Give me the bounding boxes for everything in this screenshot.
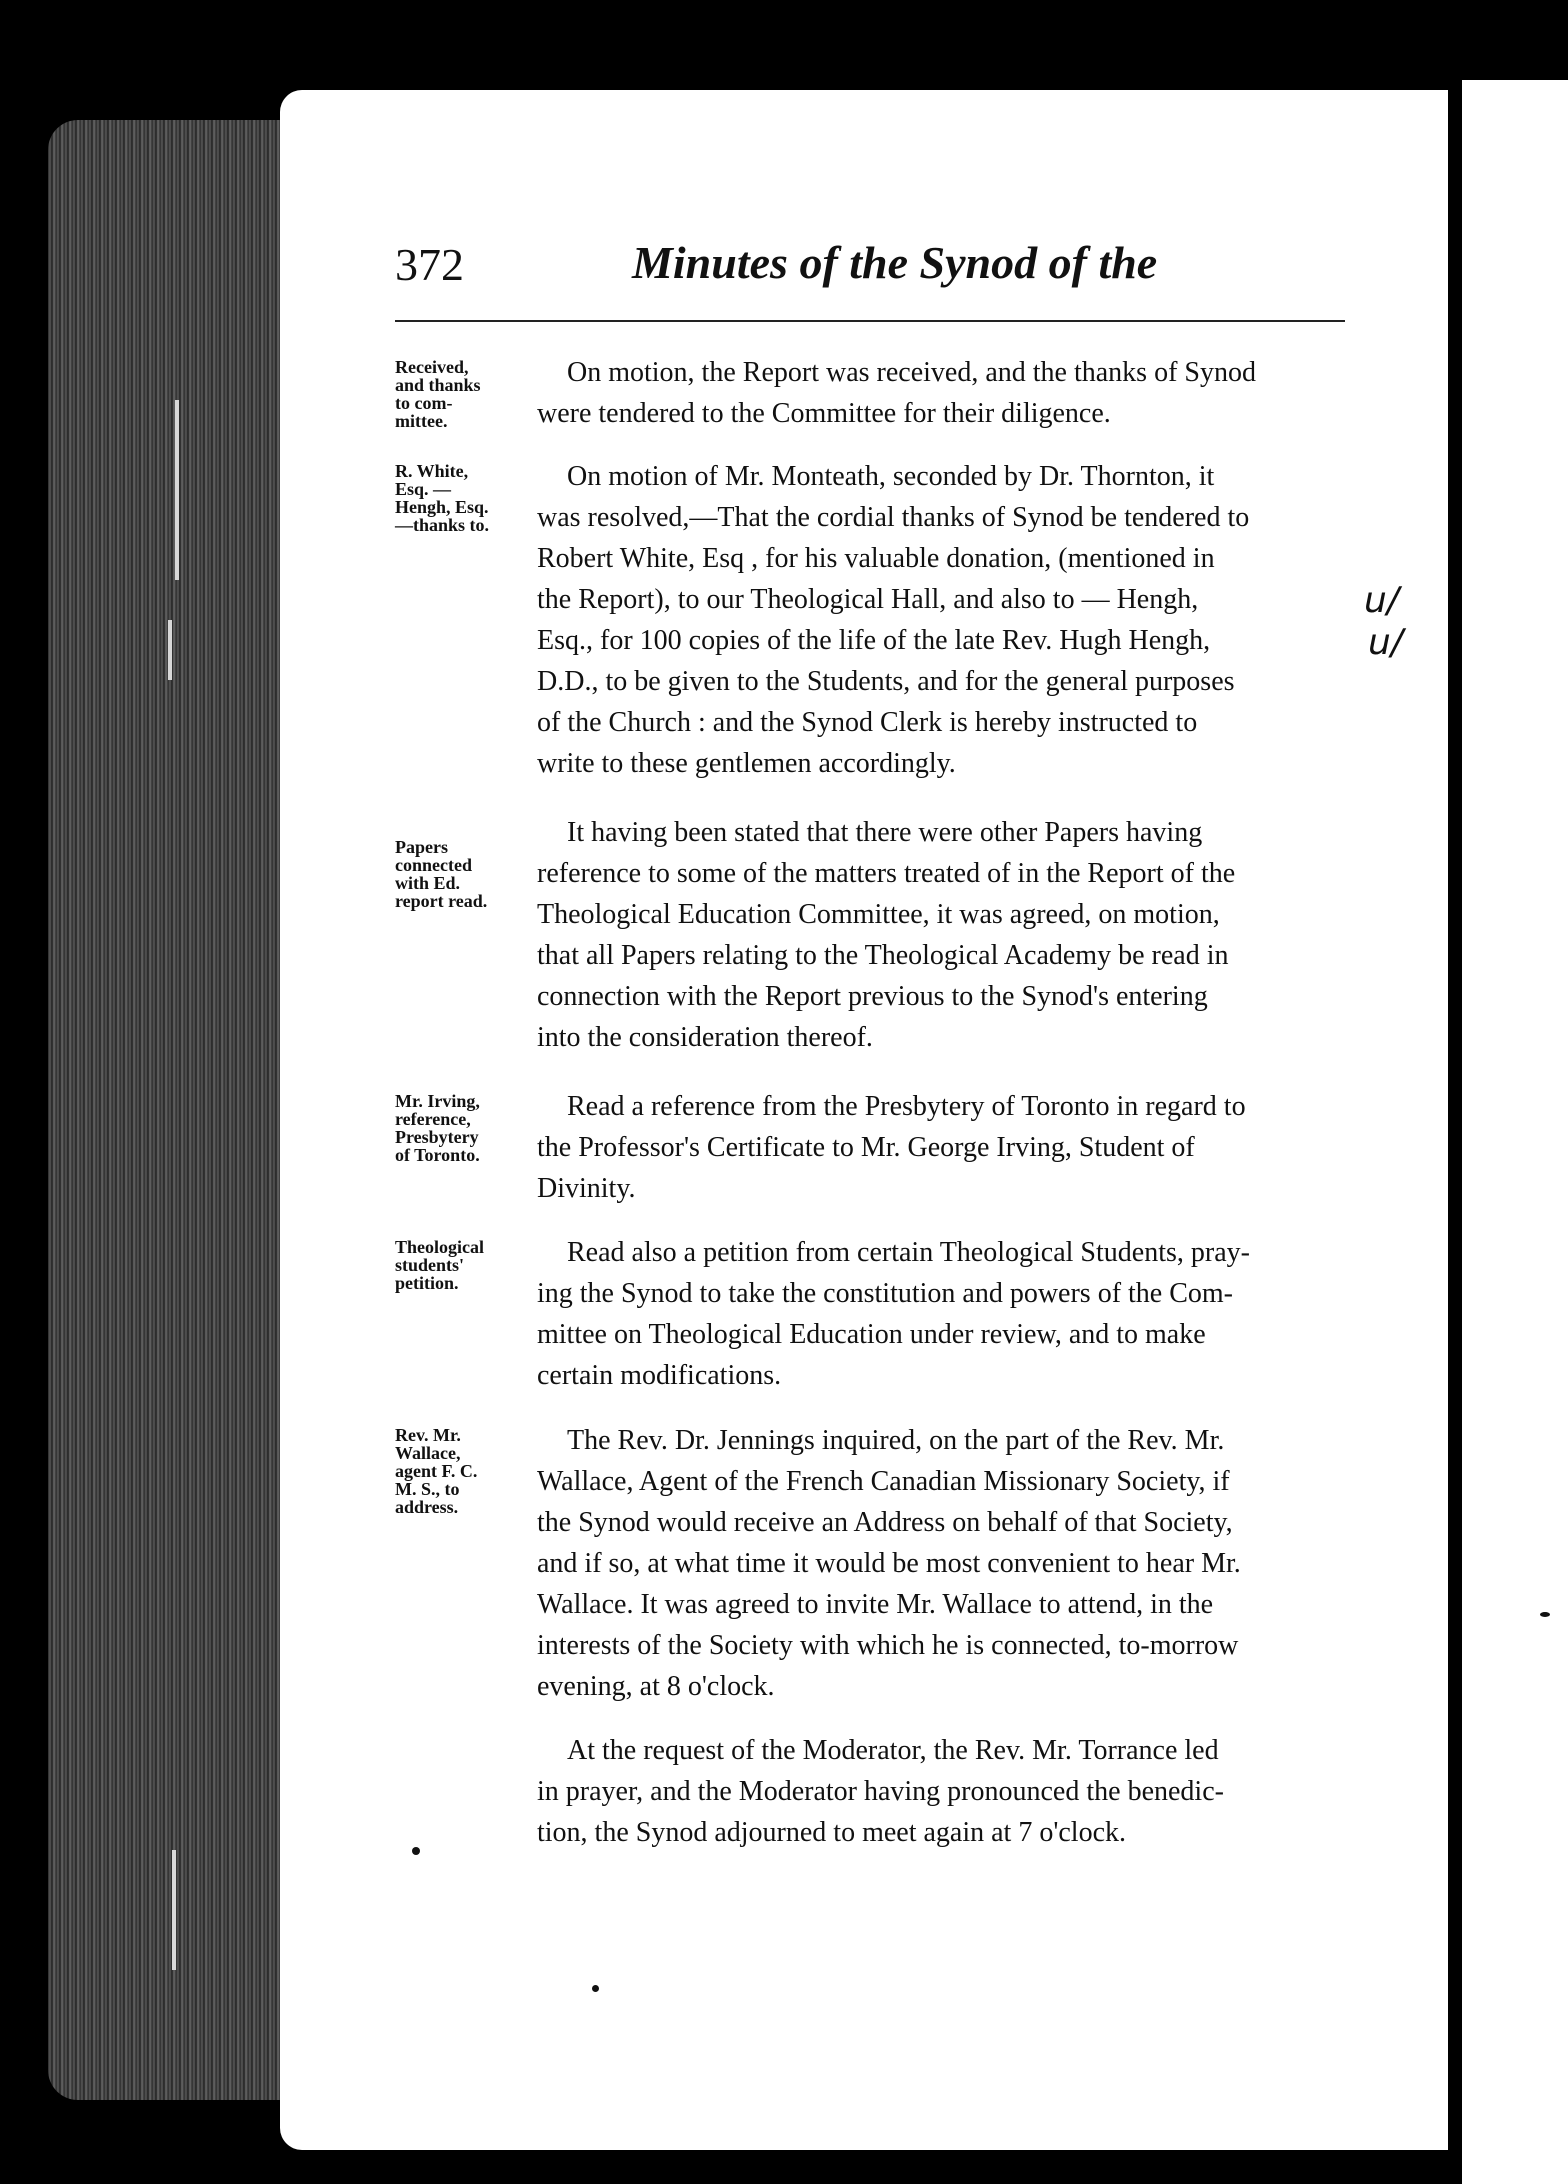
text-line: D.D., to be given to the Students, and for the general purposes [537,666,1235,697]
minute-paragraph [537,1420,1355,1707]
text-line: interests of the Society with which he is connected, to-morrow [537,1630,1239,1661]
text-line: Read a reference from the Presbytery of Toronto in regard to [567,1091,1246,1122]
text-line: certain modifications. [537,1360,782,1391]
text-line: the Synod would receive an Address on behalf of that Society, [537,1507,1233,1538]
running-title: Minutes of the Synod of the [632,237,1158,288]
text-line: It having been stated that there were other Papers having [567,817,1203,848]
margin-note: Papers connected with Ed. report read. [395,837,488,911]
text-line: of the Church : and the Synod Clerk is hereby instructed to [537,707,1198,738]
text-line: connection with the Report previous to the Synod's entering [537,981,1208,1012]
page-edge-streak [175,400,179,580]
text-line: On motion of Mr. Monteath, seconded by Dr. Thornton, it [567,461,1215,492]
text-line: mittee on Theological Education under review, and to make [537,1319,1206,1350]
handwritten-mark: u/ [1368,622,1403,663]
text-line: the Report), to our Theological Hall, and also to — Hengh, [537,584,1199,615]
minute-paragraph [537,1730,1355,1853]
text-line: were tendered to the Committee for their diligence. [537,398,1111,429]
text-line: that all Papers relating to the Theological Academy be read in [537,940,1229,971]
minute-paragraph [537,1086,1355,1209]
text-line: was resolved,—That the cordial thanks of Synod be tendered to [537,502,1250,533]
ink-speck [412,1847,420,1855]
margin-note: R. White, Esq. — Hengh, Esq. —thanks to. [395,461,490,535]
margin-note: Rev. Mr. Wallace, agent F. C. M. S., to address. [395,1425,478,1517]
margin-note: Theological students' petition. [395,1237,484,1293]
text-line: Robert White, Esq , for his valuable donation, (mentioned in [537,543,1215,574]
text-line: tion, the Synod adjourned to meet again at 7 o'clock. [537,1817,1127,1848]
ink-speck [592,1985,599,1992]
text-line: the Professor's Certificate to Mr. George Irving, Student of [537,1132,1195,1163]
text-line: write to these gentlemen accordingly. [537,748,956,779]
minute-paragraph [537,1232,1355,1396]
handwritten-mark: u/ [1364,580,1399,621]
page-header [395,230,1345,300]
text-line: evening, at 8 o'clock. [537,1671,775,1702]
text-line: Read also a petition from certain Theological Students, pray- [567,1237,1250,1268]
page-number: 372 [395,239,464,290]
text-line: into the consideration thereof. [537,1022,873,1053]
text-line: Esq., for 100 copies of the life of the late Rev. Hugh Hengh, [537,625,1211,656]
ink-speck [1540,1612,1550,1617]
text-line: At the request of the Moderator, the Rev. Mr. Torrance led [567,1735,1219,1766]
text-line: Wallace, Agent of the French Canadian Missionary Society, if [537,1466,1230,1497]
text-line: The Rev. Dr. Jennings inquired, on the part of the Rev. Mr. [567,1425,1225,1456]
minute-paragraph [537,812,1355,1058]
adjacent-page-strip [1462,80,1568,2184]
text-line: ing the Synod to take the constitution and powers of the Com- [537,1278,1234,1309]
text-line: Divinity. [537,1173,636,1204]
page-edge-streak [172,1850,176,1970]
header-rule [395,320,1345,322]
minute-paragraph [537,352,1355,434]
text-line: and if so, at what time it would be most convenient to hear Mr. [537,1548,1241,1579]
margin-note: Received, and thanks to com- mittee. [395,357,481,431]
book-page-edges [48,120,286,2100]
text-line: in prayer, and the Moderator having pronounced the benedic- [537,1776,1224,1807]
text-line: Wallace. It was agreed to invite Mr. Wallace to attend, in the [537,1589,1214,1620]
margin-note: Mr. Irving, reference, Presbytery of Toronto. [395,1091,480,1165]
minute-paragraph [537,456,1355,784]
text-line: On motion, the Report was received, and the thanks of Synod [567,357,1256,388]
text-line: Theological Education Committee, it was agreed, on motion, [537,899,1220,930]
text-line: reference to some of the matters treated of in the Report of the [537,858,1236,889]
page-edge-streak [168,620,172,680]
